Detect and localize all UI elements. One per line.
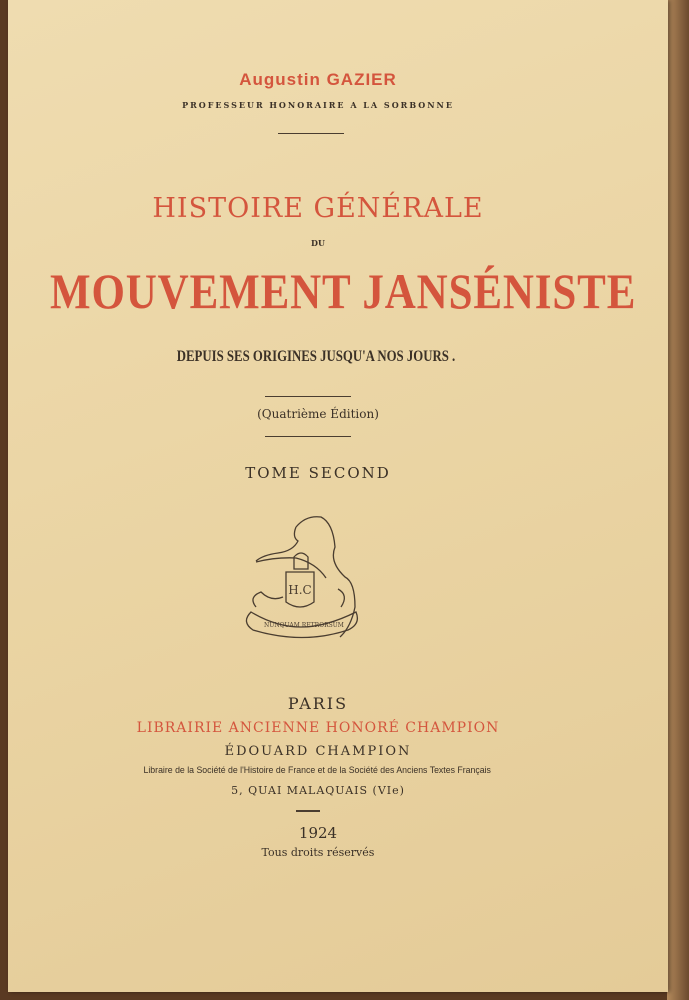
title-line1: HISTOIRE GÉNÉRALE	[152, 193, 484, 224]
divider	[265, 396, 351, 397]
author: Augustin GAZIER	[239, 70, 397, 89]
book-cover	[8, 0, 668, 992]
address: 5, QUAI MALAQUAIS (VIe)	[231, 784, 405, 797]
author-title: PROFESSEUR HONORAIRE A LA SORBONNE	[182, 100, 454, 110]
subtitle: DEPUIS SES ORIGINES JUSQU'A NOS JOURS .	[176, 348, 456, 365]
volume: TOME SECOND	[245, 464, 391, 482]
title-du: DU	[311, 238, 325, 248]
publisher: LIBRAIRIE ANCIENNE HONORÉ CHAMPION	[136, 720, 500, 736]
divider	[278, 133, 344, 134]
book-edge	[667, 0, 689, 1000]
title-main: MOUVEMENT JANSÉNISTE	[50, 263, 637, 319]
publisher-name: ÉDOUARD CHAMPION	[224, 744, 412, 759]
rights: Tous droits réservés	[261, 846, 375, 859]
year: 1924	[298, 824, 338, 842]
emblem-motto: NUNQUAM RETRORSUM	[264, 622, 344, 629]
city: PARIS	[287, 694, 349, 713]
divider	[265, 436, 351, 437]
edition: (Quatrième Édition)	[257, 407, 379, 421]
divider	[296, 810, 320, 812]
emblem-monogram: H.C	[288, 583, 312, 597]
publisher-description: Libraire de la Société de l'Histoire de France et de la Société des Anciens Textes Français	[143, 765, 491, 776]
publisher-emblem	[236, 502, 376, 652]
